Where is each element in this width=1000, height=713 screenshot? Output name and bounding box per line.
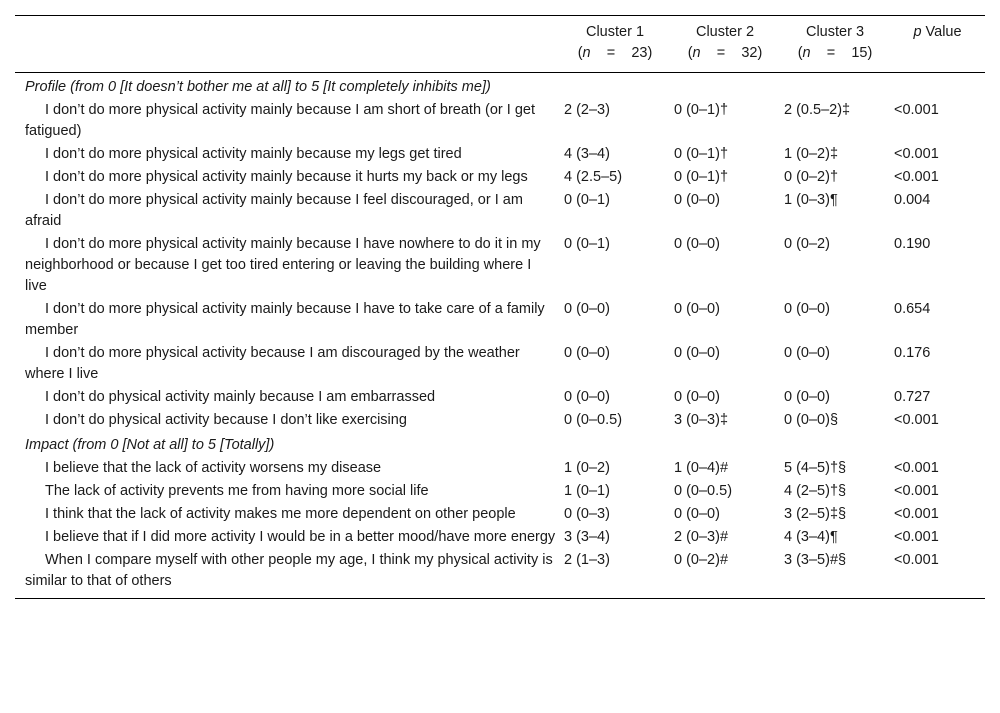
row-label-cell	[15, 410, 560, 433]
cluster-1-value: 0 (0–0)	[564, 345, 610, 361]
cluster-1-value: 2 (2–3)	[564, 102, 610, 118]
cluster-1-value: 0 (0–0)	[564, 389, 610, 405]
cluster-1-value: 1 (0–2)	[564, 460, 610, 476]
cluster-1-value: 0 (0–1)	[564, 236, 610, 252]
cluster-1-value: 2 (1–3)	[560, 550, 670, 599]
cluster-2-value: 0 (0–0)	[674, 236, 720, 252]
cluster-2-value: 0 (0–1)†	[674, 169, 729, 185]
p-value: <0.001	[890, 550, 985, 599]
cluster-2-n: (n = 32)	[687, 45, 763, 61]
cluster-3-value: 0 (0–2)	[784, 236, 830, 252]
cluster-2-name: Cluster 2	[695, 24, 755, 40]
row-label-cell	[15, 100, 560, 144]
header-p-value: p Value	[890, 16, 985, 73]
cluster-2-value: 0 (0–0)	[674, 389, 720, 405]
cluster-2-value: 0 (0–0)	[674, 301, 720, 317]
cluster-3-value: 4 (3–4)¶	[784, 529, 838, 545]
p-value: 0.727	[894, 389, 931, 405]
cluster-1-name: Cluster 1	[585, 24, 645, 40]
table-row	[15, 458, 985, 481]
p-value: <0.001	[894, 483, 939, 499]
cluster-1-value: 3 (3–4)	[564, 529, 610, 545]
row-label-cell	[15, 387, 560, 410]
cluster-2-value: 3 (0–3)‡	[674, 412, 729, 428]
cluster-1-value: 4 (3–4)	[564, 146, 610, 162]
cluster-3-value: 5 (4–5)†§	[784, 460, 847, 476]
row-label-cell	[15, 299, 560, 343]
cluster-3-value: 3 (3–5)#§	[780, 550, 890, 599]
cluster-1-value: 4 (2.5–5)	[564, 169, 623, 185]
table-row	[15, 481, 985, 504]
p-value: 0.190	[894, 236, 931, 252]
row-label: I don’t do physical activity because I don’t like exercising	[45, 412, 407, 428]
cluster-1-n: (n = 23)	[577, 45, 653, 61]
cluster-3-name: Cluster 3	[805, 24, 865, 40]
p-value: 0.176	[894, 345, 931, 361]
table-row	[15, 234, 985, 299]
table-row	[15, 190, 985, 234]
cluster-3-n: (n = 15)	[797, 45, 873, 61]
section-row	[15, 73, 985, 101]
cluster-3-value: 0 (0–0)	[784, 301, 830, 317]
cluster-1-value: 0 (0–3)	[564, 506, 610, 522]
table-row	[15, 504, 985, 527]
results-table-container	[15, 15, 985, 599]
table-row	[15, 550, 985, 599]
row-label: I don’t do more physical activity mainly because it hurts my back or my legs	[45, 169, 528, 185]
cluster-3-value: 0 (0–2)†	[784, 169, 839, 185]
cluster-2-value: 2 (0–3)#	[674, 529, 729, 545]
row-label-cell	[15, 343, 560, 387]
row-label: I don’t do more physical activity mainly because I am short of breath (or I get fatigued)	[25, 102, 536, 139]
header-cluster-2	[670, 16, 780, 73]
table-row	[15, 343, 985, 387]
row-label-cell	[15, 550, 560, 599]
cluster-3-value: 0 (0–0)	[784, 345, 830, 361]
row-label-cell	[15, 167, 560, 190]
p-value: <0.001	[894, 460, 939, 476]
p-value: <0.001	[894, 146, 939, 162]
table-header	[15, 16, 985, 73]
p-value: 0.004	[894, 192, 931, 208]
cluster-2-value: 1 (0–4)#	[674, 460, 729, 476]
cluster-2-value: 0 (0–0.5)	[674, 483, 733, 499]
row-label-cell	[15, 481, 560, 504]
cluster-1-value: 0 (0–1)	[564, 192, 610, 208]
section-title: Impact (from 0 [Not at all] to 5 [Totally])	[25, 437, 275, 453]
row-label: I believe that if I did more activity I would be in a better mood/have more energy	[45, 529, 556, 545]
cluster-3-value: 3 (2–5)‡§	[784, 506, 847, 522]
row-label: I believe that the lack of activity worsens my disease	[45, 460, 382, 476]
cluster-2-value: 0 (0–0)	[674, 345, 720, 361]
row-label-cell	[15, 144, 560, 167]
header-cluster-1	[560, 16, 670, 73]
row-label: I don’t do more physical activity mainly because I have to take care of a family member	[25, 301, 545, 338]
row-label: When I compare myself with other people my age, I think my physical activity is similar to that of others	[25, 552, 553, 589]
cluster-1-value: 1 (0–1)	[564, 483, 610, 499]
row-label-cell	[15, 458, 560, 481]
cluster-3-value: 4 (2–5)†§	[784, 483, 847, 499]
p-value: <0.001	[894, 169, 939, 185]
section-title: Profile (from 0 [It doesn’t bother me at all] to 5 [It completely inhibits me])	[25, 79, 491, 95]
p-value: <0.001	[894, 506, 939, 522]
table-row	[15, 527, 985, 550]
p-value: <0.001	[894, 102, 939, 118]
table-row	[15, 387, 985, 410]
row-label-cell	[15, 190, 560, 234]
section-row	[15, 433, 985, 458]
row-label-cell	[15, 504, 560, 527]
cluster-2-value: 0 (0–1)†	[674, 146, 729, 162]
cluster-3-value: 1 (0–3)¶	[784, 192, 838, 208]
p-value: 0.654	[894, 301, 931, 317]
row-label: I don’t do more physical activity mainly because I have nowhere to do it in my neighborhood or because I get too tired entering or leaving the building where I live	[25, 236, 541, 294]
cluster-2-value: 0 (0–0)	[674, 506, 720, 522]
row-label: I don’t do more physical activity mainly because my legs get tired	[45, 146, 462, 162]
p-value: <0.001	[894, 529, 939, 545]
cluster-3-value: 1 (0–2)‡	[784, 146, 839, 162]
row-label: I don’t do more physical activity mainly because I feel discouraged, or I am afraid	[25, 192, 523, 229]
row-label-cell	[15, 527, 560, 550]
table-row	[15, 144, 985, 167]
table-body	[15, 73, 985, 599]
table-row	[15, 299, 985, 343]
table-row	[15, 410, 985, 433]
p-value: <0.001	[894, 412, 939, 428]
cluster-3-value: 0 (0–0)	[784, 389, 830, 405]
table-row	[15, 100, 985, 144]
row-label: I don’t do more physical activity because I am discouraged by the weather where I live	[25, 345, 520, 382]
cluster-3-value: 0 (0–0)§	[784, 412, 839, 428]
cluster-1-value: 0 (0–0.5)	[564, 412, 623, 428]
header-cluster-3	[780, 16, 890, 73]
results-table	[15, 15, 985, 599]
header-row	[15, 16, 985, 73]
cluster-2-value: 0 (0–0)	[674, 192, 720, 208]
row-label: The lack of activity prevents me from having more social life	[45, 483, 429, 499]
table-row	[15, 167, 985, 190]
row-label: I don’t do physical activity mainly because I am embarrassed	[45, 389, 436, 405]
cluster-2-value: 0 (0–1)†	[674, 102, 729, 118]
cluster-3-value: 2 (0.5–2)‡	[784, 102, 851, 118]
row-label: I think that the lack of activity makes me more dependent on other people	[45, 506, 516, 522]
cluster-2-value: 0 (0–2)#	[670, 550, 780, 599]
row-label-cell	[15, 234, 560, 299]
cluster-1-value: 0 (0–0)	[564, 301, 610, 317]
header-label-cell	[15, 16, 560, 73]
